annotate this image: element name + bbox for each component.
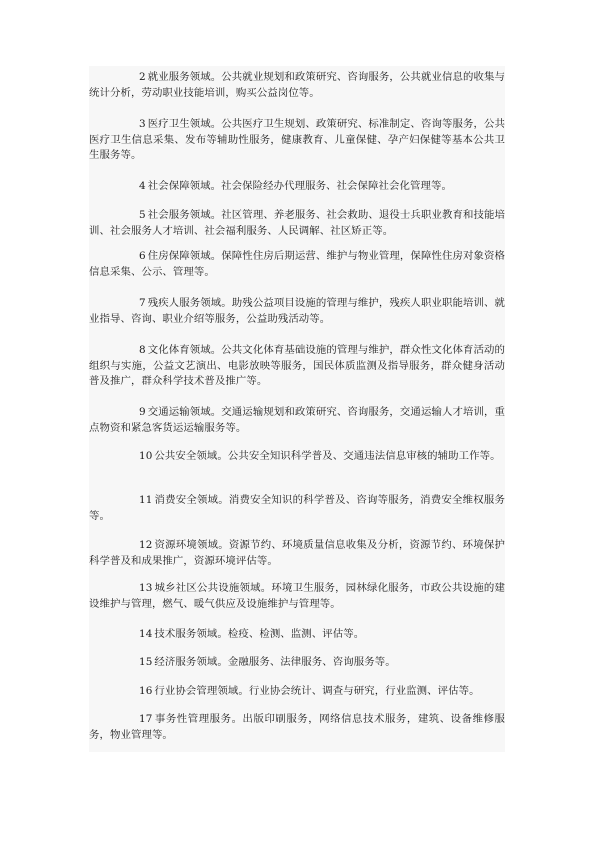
item-number: 5 [139,209,146,221]
item-number: 15 [139,656,153,668]
list-item [89,343,505,390]
item-number: 14 [139,628,153,640]
item-number: 7 [139,297,146,309]
item-text: 残疾人服务领域。助残公益项目设施的管理与维护，残疾人职业职能培训、就业指导、咨询、职业介绍等服务，公益助残活动等。 [89,297,505,325]
item-number: 9 [139,406,146,418]
item-number: 11 [139,494,153,506]
list-item [89,493,505,524]
list-item [89,70,505,101]
list-item [89,627,505,643]
item-text: 事务性管理服务。出版印刷服务，网络信息技术服务，建筑、设备维修服务，物业管理等。 [89,713,505,741]
item-text: 行业协会管理领域。行业协会统计、调查与研究，行业监测、评估等。 [154,685,480,697]
item-number: 8 [139,344,146,356]
item-text: 文化体育领域。公共文化体育基础设施的管理与维护，群众性文化体育活动的组织与实施，公益文艺演出、电影放映等服务，国民体质监测及指导服务，群众健身活动普及推广，群众科学技术普及推广等。 [89,344,505,387]
item-text: 就业服务领域。公共就业规划和政策研究、咨询服务，公共就业信息的收集与统计分析，劳动职业技能培训，购买公益岗位等。 [89,71,505,99]
list-item [89,581,505,612]
item-text: 经济服务领域。金融服务、法律服务、咨询服务等。 [154,656,396,668]
item-text: 社会保障领域。社会保险经办代理服务、社会保障社会化管理等。 [147,180,452,192]
list-item [89,117,505,164]
item-number: 12 [139,539,153,551]
item-number: 10 [139,450,153,462]
list-item [89,405,505,436]
item-text: 技术服务领域。检疫、检测、监测、评估等。 [154,628,365,640]
item-text: 公共安全领域。公共安全知识科学普及、交通违法信息审核的辅助工作等。 [154,450,501,462]
item-number: 17 [139,713,153,725]
item-number: 13 [139,582,153,594]
list-item [89,712,505,743]
item-text: 资源环境领域。资源节约、环境质量信息收集及分析，资源节约、环境保护科学普及和成果推广，资源环境评估等。 [89,539,505,567]
item-text: 社会服务领域。社区管理、养老服务、社会救助、退役士兵职业教育和技能培训、社会服务人才培训、社会福利服务、人民调解、社区矫正等。 [89,209,505,237]
list-item [89,296,505,327]
list-item [89,179,505,195]
list-item [89,538,505,569]
list-item [89,249,505,280]
item-number: 2 [139,71,146,83]
list-item [89,208,505,239]
list-item [89,684,505,700]
item-number: 16 [139,685,153,697]
item-number: 4 [139,180,146,192]
item-text: 医疗卫生领域。公共医疗卫生规划、政策研究、标准制定、咨询等服务，公共医疗卫生信息采集、发布等辅助性服务，健康教育、儿童保健、孕产妇保健等基本公共卫生服务等。 [89,118,505,161]
item-number: 3 [139,118,146,130]
list-item [89,449,505,465]
item-text: 住房保障领域。保障性住房后期运营、维护与物业管理，保障性住房对象资格信息采集、公示、管理等。 [89,250,505,278]
list-item [89,655,505,671]
item-text: 城乡社区公共设施领域。环境卫生服务，园林绿化服务，市政公共设施的建设维护与管理，燃气、暖气供应及设施维护与管理等。 [89,582,505,610]
item-text: 消费安全领域。消费安全知识的科学普及、咨询等服务，消费安全维权服务等。 [89,494,505,522]
item-text: 交通运输领域。交通运输规划和政策研究、咨询服务，交通运输人才培训，重点物资和紧急客货运运输服务等。 [89,406,505,434]
item-number: 6 [139,250,146,262]
